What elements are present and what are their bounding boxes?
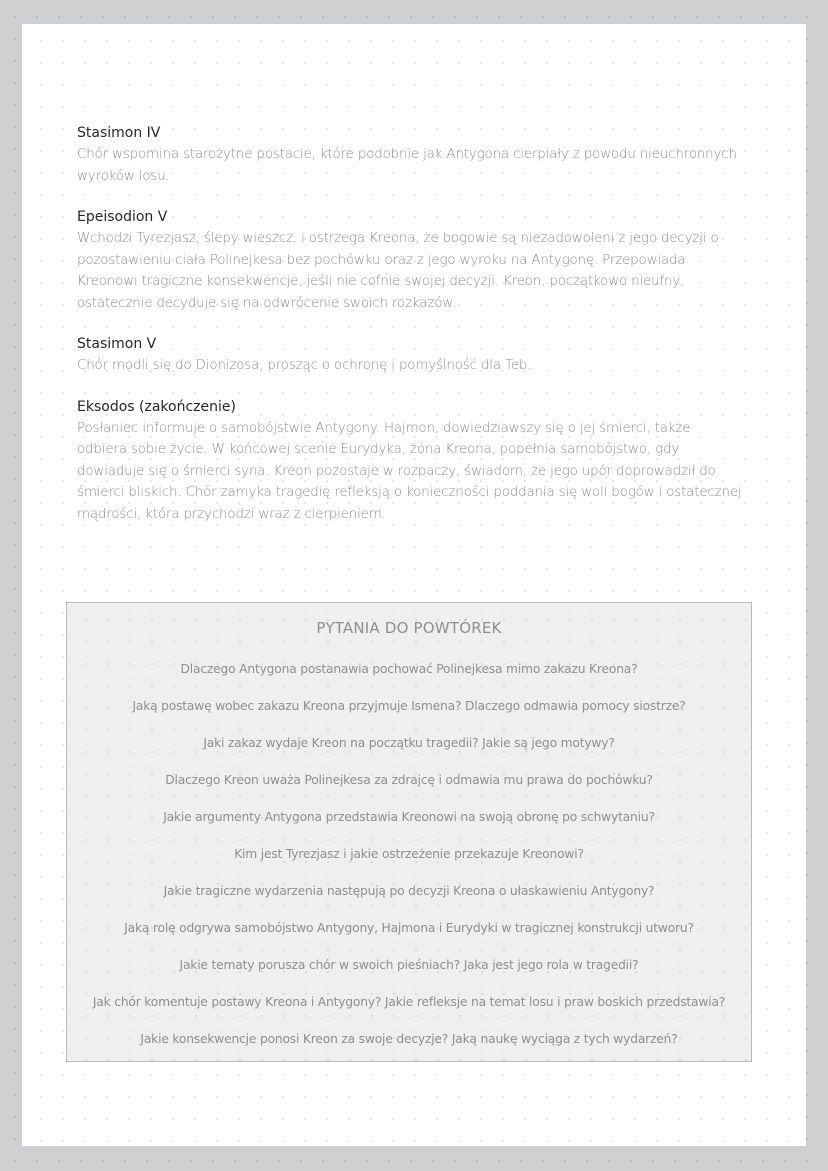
section-stasimon-v (77, 334, 742, 377)
section-epeisodion-v (77, 207, 742, 314)
document-page (22, 24, 806, 1146)
question-item: Jakie konsekwencje ponosi Kreon za swoje decyzje? Jaką naukę wyciąga z tych wydarzeń? (140, 1032, 678, 1046)
question-item: Jaką postawę wobec zakazu Kreona przyjmuje Ismena? Dlaczego odmawia pomocy siostrze? (132, 699, 686, 713)
question-item: Jaki zakaz wydaje Kreon na początku tragedii? Jakie są jego motywy? (203, 736, 615, 750)
section-title: Stasimon IV (77, 125, 161, 141)
summary-content (77, 123, 742, 545)
section-title: Eksodos (zakończenie) (77, 398, 236, 415)
question-item: Dlaczego Antygona postanawia pochować Polinejkesa mimo zakazu Kreona? (180, 662, 638, 676)
question-item: Jaką rolę odgrywa samobójstwo Antygony, Hajmona i Eurydyki w tragicznej konstrukcji utworu? (124, 921, 694, 935)
review-questions-list (67, 651, 751, 1058)
review-questions-title: PYTANIA DO POWTÓREK (316, 619, 502, 637)
section-text: Chór modli się do Dionizosa, prosząc o ochronę i pomyślność dla Teb. (77, 358, 532, 373)
section-text: Wchodzi Tyrezjasz, ślepy wieszcz, i ostrzega Kreona, że bogowie są niezadowoleni z jego decyzji o pozostawieniu ciała Polinejkesa bez pochówku oraz z jego wyroku na Antygonę. Przepowiada Kreonowi tragiczne konsekwencje, jeśli nie cofnie swojej decyzji. Kreon, początkowo nieufny, ostatecznie decyduje się na odwrócenie swoich rozkazów. (77, 231, 719, 311)
question-item: Jakie tragiczne wydarzenia następują po decyzji Kreona o ułaskawieniu Antygony? (163, 884, 655, 898)
question-item: Jak chór komentuje postawy Kreona i Antygony? Jakie refleksje na temat losu i praw boskich przedstawia? (92, 995, 726, 1009)
section-text: Posłaniec informuje o samobójstwie Antygony. Hajmon, dowiedziawszy się o jej śmierci, także odbiera sobie życie. W końcowej scenie Eurydyka, żona Kreona, popełnia samobójstwo, gdy dowiaduje się o śmierci syna. Kreon pozostaje w rozpaczy, świadom, że jego upór doprowadził do śmierci bliskich. Chór zamyka tragedię refleksją o konieczności poddania się woli bogów i ostatecznej mądrości, która przychodzi wraz z cierpieniem. (77, 420, 742, 522)
section-title: Stasimon V (77, 336, 157, 352)
section-title: Epeisodion V (77, 209, 168, 225)
question-item: Jakie tematy porusza chór w swoich pieśniach? Jaka jest jego rola w tragedii? (179, 958, 639, 972)
section-text: Chór wspomina starożytne postacie, które podobnie jak Antygona cierpiały z powodu nieuchronnych wyroków losu. (77, 147, 737, 184)
question-item: Dlaczego Kreon uważa Polinejkesa za zdrajcę i odmawia mu prawa do pochówku? (165, 773, 653, 787)
section-stasimon-iv (77, 123, 742, 187)
question-item: Jakie argumenty Antygona przedstawia Kreonowi na swoją obronę po schwytaniu? (163, 810, 655, 824)
review-questions-box (66, 602, 752, 1062)
question-item: Kim jest Tyrezjasz i jakie ostrzeżenie przekazuje Kreonowi? (234, 847, 584, 861)
section-eksodos (77, 397, 742, 526)
